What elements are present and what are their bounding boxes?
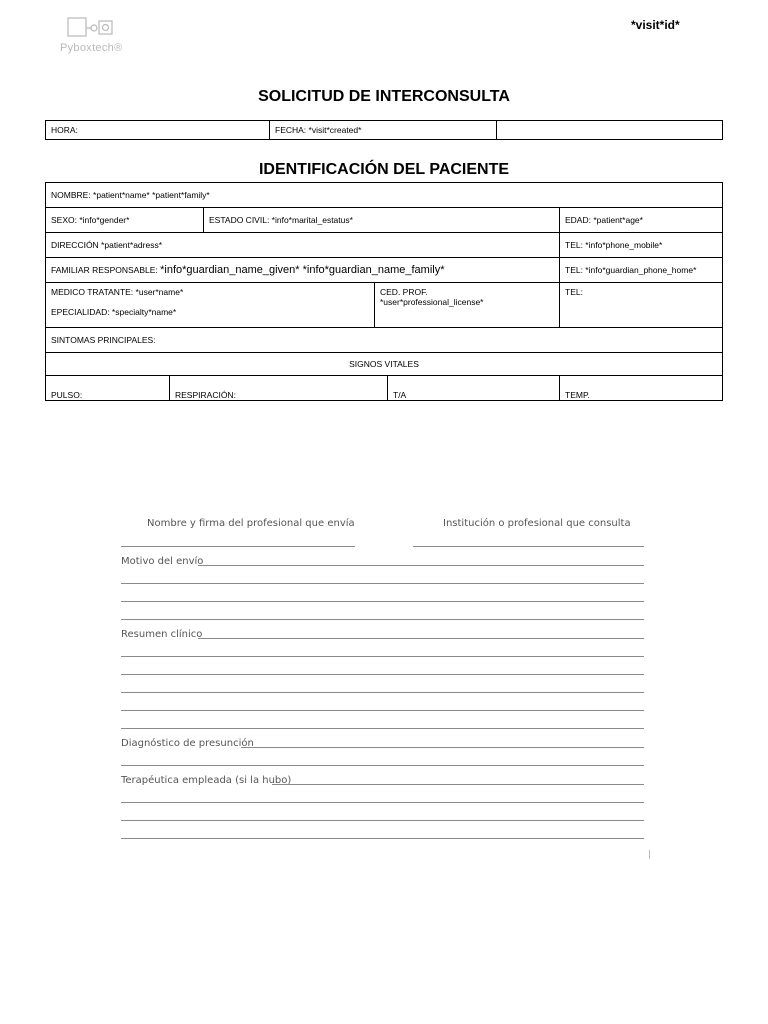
resumen-line[interactable] [198, 638, 644, 639]
medico-field: MEDICO TRATANTE: *user*name* [51, 287, 184, 297]
ta-field: T/A [388, 376, 560, 401]
resumen-line[interactable] [121, 710, 644, 711]
tel-home-field: TEL: *info*guardian_phone_home* [560, 258, 723, 283]
respiracion-field: RESPIRACIÓN: [170, 376, 388, 401]
institution-line[interactable] [413, 546, 644, 547]
section-title: IDENTIFICACIÓN DEL PACIENTE [258, 161, 510, 178]
terapeutica-line[interactable] [121, 838, 644, 839]
sintomas-field: SINTOMAS PRINCIPALES: [46, 328, 723, 353]
especialidad-field: EPECIALIDAD: *specialty*name* [51, 307, 177, 317]
visit-id: *visit*id* [631, 18, 680, 32]
tel-field: TEL: [560, 283, 723, 328]
sexo-field: SEXO: *info*gender* [46, 208, 204, 233]
diagnostico-line[interactable] [241, 747, 644, 748]
ced-prof-value: *user*professional_license* [380, 297, 484, 307]
institution-label: Institución o profesional que consulta [443, 518, 631, 529]
resumen-line[interactable] [121, 692, 644, 693]
motivo-label: Motivo del envío [121, 556, 204, 567]
tel-mobile-field: TEL: *info*phone_mobile* [560, 233, 723, 258]
terapeutica-line[interactable] [121, 802, 644, 803]
nombre-field: NOMBRE: *patient*name* *patient*family* [46, 183, 723, 208]
resumen-label: Resumen clínico [121, 629, 203, 640]
resumen-line[interactable] [121, 728, 644, 729]
motivo-line[interactable] [121, 601, 644, 602]
familiar-label: FAMILIAR RESPONSABLE: [51, 265, 161, 275]
ced-prof-label: CED. PROF. [380, 287, 428, 297]
direccion-field: DIRECCIÓN *patient*adress* [46, 233, 560, 258]
familiar-value: *info*guardian_name_given* *info*guardian_name_family* [160, 264, 445, 276]
fecha-field: FECHA: *visit*created* [270, 121, 497, 140]
signature-line[interactable] [121, 546, 355, 547]
pulso-field: PULSO: [46, 376, 170, 401]
motivo-line[interactable] [198, 565, 644, 566]
edad-field: EDAD: *patient*age* [560, 208, 723, 233]
estado-civil-field: ESTADO CIVIL: *info*marital_estatus* [204, 208, 560, 233]
signature-label: Nombre y firma del profesional que envía [147, 518, 355, 529]
diagnostico-line[interactable] [121, 765, 644, 766]
scan-mark [649, 850, 650, 859]
diagnostico-label: Diagnóstico de presunción [121, 738, 254, 749]
terapeutica-line[interactable] [272, 784, 644, 785]
logo-text: Pyboxtech® [60, 42, 123, 54]
motivo-line[interactable] [121, 619, 644, 620]
resumen-line[interactable] [121, 656, 644, 657]
hora-field: HORA: [46, 121, 270, 140]
terapeutica-line[interactable] [121, 820, 644, 821]
signos-vitales-header: SIGNOS VITALES [46, 353, 723, 376]
resumen-line[interactable] [121, 674, 644, 675]
page-title: SOLICITUD DE INTERCONSULTA [258, 88, 510, 105]
temp-field: TEMP. [560, 376, 723, 401]
motivo-line[interactable] [121, 583, 644, 584]
terapeutica-label: Terapéutica empleada (si la hubo) [121, 775, 292, 786]
